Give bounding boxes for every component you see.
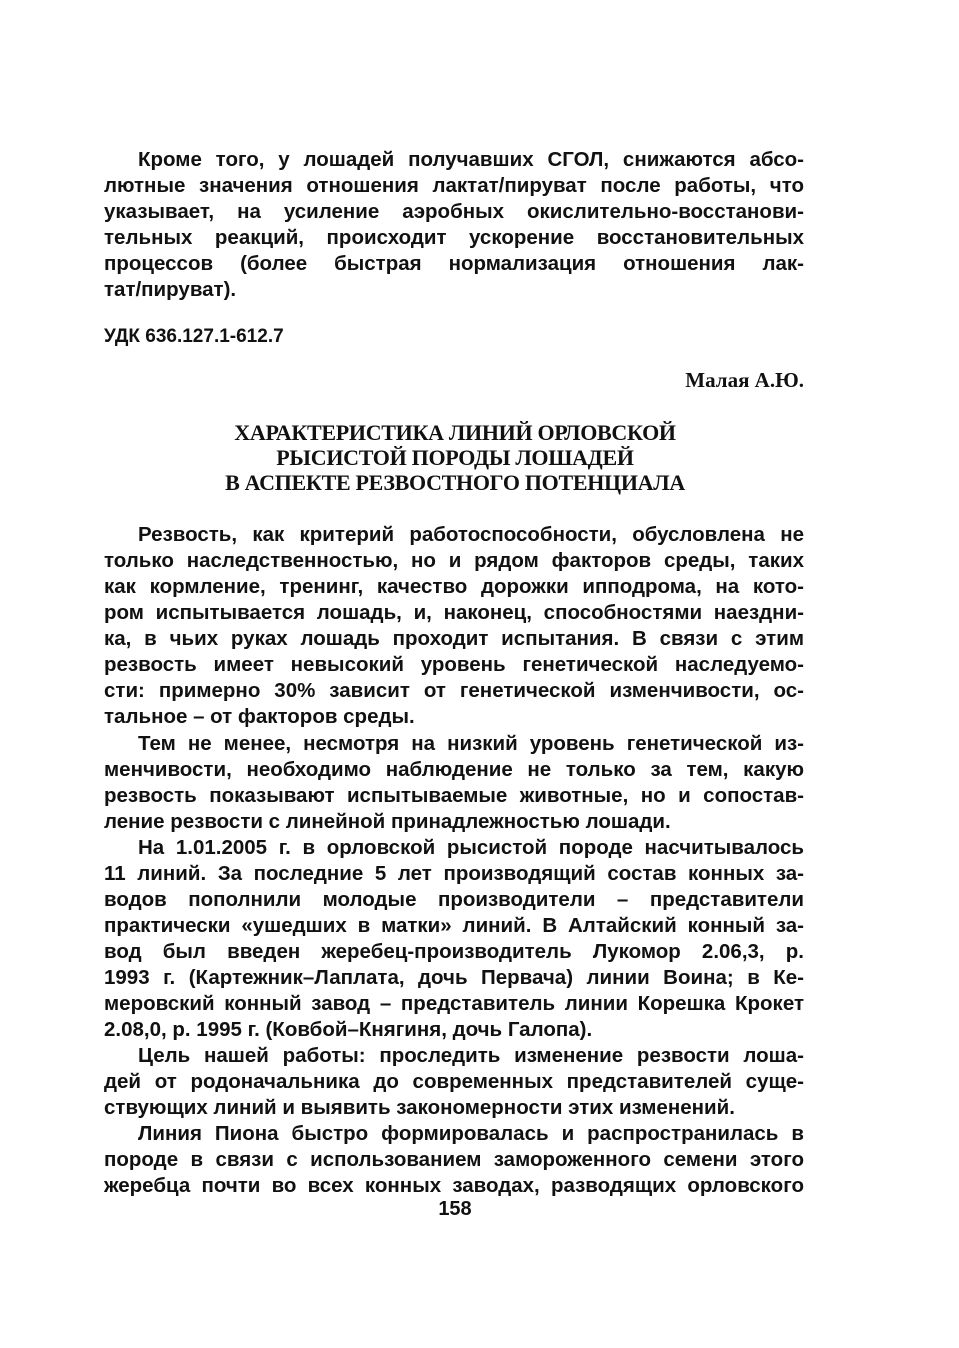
title-line: В АСПЕКТЕ РЕЗВОСТНОГО ПОТЕНЦИАЛА bbox=[225, 470, 685, 495]
paragraph-2 bbox=[104, 731, 804, 835]
text-line: дей от родоначальника до современных представителей суще- bbox=[104, 1070, 804, 1093]
text-line: Кроме того, у лошадей получавших СГОЛ, снижаются абсо- bbox=[138, 148, 804, 171]
article-title bbox=[150, 420, 760, 495]
text-line: водов пополнили молодые производители – представители bbox=[104, 888, 804, 911]
text-line: тат/пируват). bbox=[104, 278, 237, 301]
udk-code: УДК 636.127.1-612.7 bbox=[104, 326, 284, 347]
paragraph-4 bbox=[104, 1043, 804, 1121]
text-line: На 1.01.2005 г. в орловской рысистой породе насчитывалось bbox=[138, 836, 804, 859]
text-line: 11 линий. За последние 5 лет производящий состав конных за- bbox=[104, 862, 804, 885]
text-line: породе в связи с использованием замороженного семени этого bbox=[104, 1148, 804, 1171]
text-line: тельных реакций, происходит ускорение восстановительных bbox=[104, 226, 804, 249]
text-line: только наследственностью, но и рядом факторов среды, таких bbox=[104, 549, 804, 572]
intro-paragraph bbox=[104, 147, 804, 303]
text-line: 2.08,0, р. 1995 г. (Ковбой–Княгиня, дочь Галопа). bbox=[104, 1018, 593, 1041]
page-number: 158 bbox=[438, 1198, 472, 1220]
text-line: Цель нашей работы: проследить изменение резвости лоша- bbox=[138, 1044, 804, 1067]
text-line: ром испытывается лошадь, и, наконец, способностями наездни- bbox=[104, 601, 804, 624]
text-line: сти: примерно 30% зависит от генетической изменчивости, ос- bbox=[104, 679, 804, 702]
paragraph-1 bbox=[104, 522, 804, 730]
text-line: процессов (более быстрая нормализация отношения лак- bbox=[104, 252, 804, 275]
text-line: ление резвости с линейной принадлежностью лошади. bbox=[104, 810, 671, 833]
text-line: Линия Пиона быстро формировалась и распространилась в bbox=[138, 1122, 804, 1145]
author-name: Малая А.Ю. bbox=[685, 368, 804, 392]
text-line: ствующих линий и выявить закономерности этих изменений. bbox=[104, 1096, 735, 1119]
text-line: вод был введен жеребец-производитель Лукомор 2.06,3, р. bbox=[104, 940, 804, 963]
text-line: резвость имеет невысокий уровень генетической наследуемо- bbox=[104, 653, 804, 676]
text-line: Тем не менее, несмотря на низкий уровень генетической из- bbox=[138, 732, 804, 755]
text-line: тальное – от факторов среды. bbox=[104, 705, 415, 728]
text-line: ка, в чьих руках лошадь проходит испытания. В связи с этим bbox=[104, 627, 804, 650]
text-line: Резвость, как критерий работоспособности, обусловлена не bbox=[138, 523, 804, 546]
text-line: как кормление, тренинг, качество дорожки ипподрома, на кото- bbox=[104, 575, 804, 598]
text-line: лютные значения отношения лактат/пируват после работы, что bbox=[104, 174, 804, 197]
text-line: жеребца почти во всех конных заводах, разводящих орловского bbox=[104, 1174, 804, 1197]
text-line: резвость показывают испытываемые животные, но и сопостав- bbox=[104, 784, 804, 807]
paragraph-3 bbox=[104, 835, 804, 1043]
title-line: ХАРАКТЕРИСТИКА ЛИНИЙ ОРЛОВСКОЙ bbox=[234, 420, 676, 445]
title-line: РЫСИСТОЙ ПОРОДЫ ЛОШАДЕЙ bbox=[276, 445, 634, 470]
text-line: практически «ушедших в матки» линий. В Алтайский конный за- bbox=[104, 914, 804, 937]
text-line: меровский конный завод – представитель линии Корешка Крокет bbox=[104, 992, 804, 1015]
text-line: 1993 г. (Картежник–Лаплата, дочь Первача) линии Воина; в Ке- bbox=[104, 966, 804, 989]
text-line: менчивости, необходимо наблюдение не только за тем, какую bbox=[104, 758, 804, 781]
text-line: указывает, на усиление аэробных окислительно-восстанови- bbox=[104, 200, 804, 223]
paragraph-5 bbox=[104, 1121, 804, 1199]
